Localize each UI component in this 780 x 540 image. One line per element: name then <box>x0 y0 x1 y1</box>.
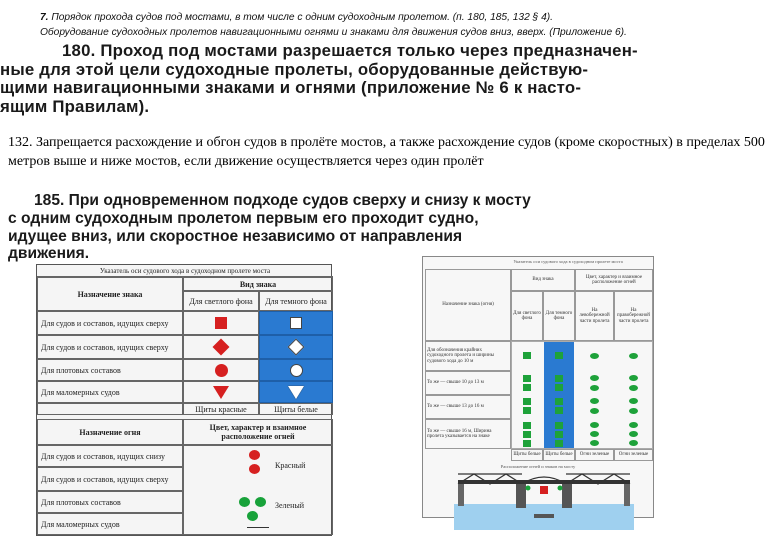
green-light-icon <box>590 375 599 381</box>
sign-row-1-label: Для судов и составов, идущих сверху <box>37 311 183 335</box>
sign-row-4-label: Для маломерных судов <box>37 381 183 403</box>
bridge-caption: Расположение огней и знаков на мосту <box>500 464 576 469</box>
right-col-color: Цвет, характер и взаимное расположение огней <box>575 269 653 291</box>
right-row-2-label: То же — свыше 10 до 13 м <box>425 371 511 395</box>
green-square-icon <box>523 398 531 405</box>
rule-180-line-1: 180. Проход под мостами разрешается только через предназначен- <box>62 42 638 60</box>
red-light-label: Красный <box>275 461 306 470</box>
col-sign-view: Вид знака <box>183 277 333 291</box>
header-line-2: Оборудование судоходных пролетов навигационными огнями и знаками для движения судов вниз, вверх. (Приложение 6). <box>40 27 627 38</box>
white-square-icon <box>290 317 302 329</box>
green-light-icon <box>255 497 266 507</box>
rule-132-text: 132. Запрещается расхождение и обгон судов в пролёте мостов, а также расхождение судов (кроме скоростных) в пределах 500 метров выше и ниже мостов, если движение осуществляется через один пролёт <box>8 135 765 169</box>
rule-180-line-4: ящим Правилам). <box>0 97 150 116</box>
red-diamond-icon <box>213 339 230 356</box>
rule-180-line-3: щими навигационными знаками и огнями (приложение № 6 к насто- <box>0 79 582 97</box>
green-light-icon <box>590 422 599 428</box>
right-col-purpose: Назначение знака (огня) <box>425 269 511 341</box>
rule-185-line-1: 185. При одновременном подходе судов сверху и снизу к мосту <box>34 192 531 209</box>
green-light-icon <box>629 422 638 428</box>
red-triangle-icon <box>213 386 229 399</box>
green-light-icon <box>590 398 599 404</box>
red-light-icon <box>249 450 260 460</box>
sign-row-3-label: Для плотовых составов <box>37 359 183 381</box>
bridge-pier <box>562 484 572 508</box>
right-sub-dark: Для темного фона <box>543 291 575 341</box>
green-square-icon <box>555 384 563 391</box>
left-signs-table <box>36 264 332 536</box>
red-square-icon <box>215 317 227 329</box>
green-light-icon <box>629 353 638 359</box>
col-dark-bg: Для темного фона <box>259 291 333 311</box>
rule-185-line-3: идущее вниз, или скоростное независимо от направления <box>8 227 463 245</box>
light-row-3-label: Для плотовых составов <box>37 491 183 513</box>
green-light-icon <box>590 353 599 359</box>
light-row-1-label: Для судов и составов, идущих снизу <box>37 445 183 467</box>
green-light-icon <box>526 486 531 491</box>
green-light-icon <box>590 440 599 446</box>
right-bottom-d: Огни зеленые <box>614 449 653 461</box>
green-light-icon <box>590 385 599 391</box>
right-bottom-b: Щиты белые <box>543 449 575 461</box>
bridge-abutment <box>624 484 630 506</box>
green-light-icon <box>558 486 563 491</box>
no-light-dash <box>247 527 269 528</box>
page-header <box>40 10 760 40</box>
green-light-icon <box>629 398 638 404</box>
right-sub-left: На левобережной части пролета <box>575 291 614 341</box>
green-light-icon <box>590 408 599 414</box>
green-light-icon <box>239 497 250 507</box>
green-square-icon <box>523 440 531 447</box>
red-circle-icon <box>215 364 228 377</box>
light-row-4-label: Для маломерных судов <box>37 513 183 535</box>
shields-red-label: Щиты красные <box>183 403 259 415</box>
rule-180-line-2: ные для этой цели судоходные пролеты, оборудованные действую- <box>0 60 589 79</box>
right-sub-right: На правобережной части пролета <box>614 291 653 341</box>
white-triangle-icon <box>288 386 304 399</box>
green-square-icon <box>555 440 563 447</box>
green-square-icon <box>523 407 531 414</box>
rule-185-block <box>8 192 768 263</box>
green-square-icon <box>555 398 563 405</box>
right-table-caption: Указатель оси судового хода в судоходном пролете моста <box>513 259 623 264</box>
right-row-1-label: Для обозначения крайних судоходного пролета и ширины судового хода до 10 м <box>425 341 511 371</box>
rule-185-line-4: движения. <box>8 245 90 263</box>
green-square-icon <box>555 375 563 382</box>
green-light-icon <box>629 408 638 414</box>
green-square-icon <box>523 422 531 429</box>
bridge-pier <box>516 484 526 508</box>
left-table-caption: Указатель оси судового хода в судоходном пролете моста <box>37 265 333 277</box>
col-light-purpose: Назначение огня <box>37 419 183 445</box>
white-circle-icon <box>290 364 303 377</box>
green-square-icon <box>555 431 563 438</box>
col-sign-purpose: Назначение знака <box>37 277 183 311</box>
header-line-1 <box>40 10 760 25</box>
green-light-icon <box>590 431 599 437</box>
right-sub-light: Для светлого фона <box>511 291 543 341</box>
right-bottom-c: Огни зеленые <box>575 449 614 461</box>
green-light-icon <box>629 385 638 391</box>
green-square-icon <box>555 422 563 429</box>
green-square-icon <box>523 352 531 359</box>
white-diamond-icon <box>288 339 305 356</box>
green-square-icon <box>523 375 531 382</box>
right-col-view: Вид знака <box>511 269 575 291</box>
vessel-icon <box>534 514 554 518</box>
red-light-icon <box>249 464 260 474</box>
red-sign-icon <box>540 486 548 494</box>
right-row-3-label: То же — свыше 13 до 16 м <box>425 395 511 419</box>
bridge-illustration <box>454 470 634 530</box>
sign-row-2-label: Для судов и составов, идущих сверху <box>37 335 183 359</box>
green-square-icon <box>555 407 563 414</box>
rule-185-line-2: с одним судоходным пролетом первым его проходит судно, <box>8 209 479 227</box>
green-light-icon <box>629 440 638 446</box>
green-light-label: Зеленый <box>275 501 305 510</box>
green-square-icon <box>523 431 531 438</box>
shields-white-label: Щиты белые <box>259 403 333 415</box>
col-light-color: Цвет, характер и взаимное расположение огней <box>183 419 333 445</box>
light-row-2-label: Для судов и составов, идущих сверху <box>37 467 183 491</box>
header-number: 7. <box>40 12 49 23</box>
bridge-abutment <box>458 484 464 506</box>
green-square-icon <box>555 352 563 359</box>
green-light-icon <box>629 375 638 381</box>
green-light-icon <box>247 511 258 521</box>
col-light-bg: Для светлого фона <box>183 291 259 311</box>
green-light-icon <box>629 431 638 437</box>
header-line-1-text: Порядок прохода судов под мостами, в том числе с одним судоходным пролетом. (п. 180, 185, 132 § 4). <box>51 12 553 23</box>
green-square-icon <box>523 384 531 391</box>
right-bottom-a: Щиты белые <box>511 449 543 461</box>
right-row-4-label: То же — свыше 16 м, Ширина пролета указывается на знаке <box>425 419 511 449</box>
rule-180-block <box>0 42 730 116</box>
